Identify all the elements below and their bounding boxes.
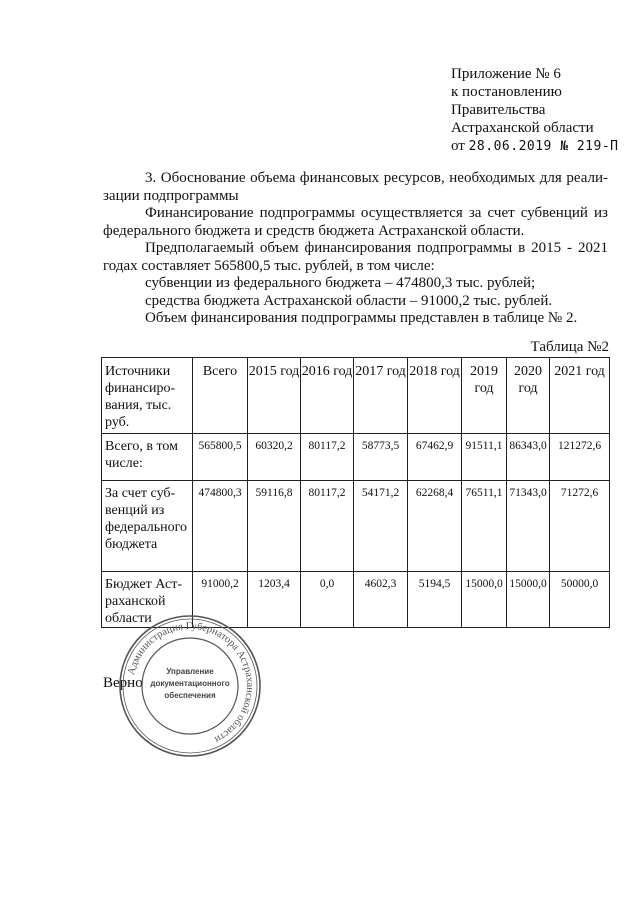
table-cell: 15000,0	[462, 572, 507, 628]
table-cell: 59116,8	[248, 481, 301, 572]
header-year: 2017 год	[354, 358, 408, 434]
annex-title: Приложение № 6	[451, 66, 561, 82]
header-year: 2019 год	[462, 358, 507, 434]
header-total: Всего	[193, 358, 248, 434]
table-cell: 474800,3	[193, 481, 248, 572]
paragraph: Объем финансирования подпрограммы представлен в таблице № 2.	[145, 310, 578, 326]
table-cell: 0,0	[301, 572, 354, 628]
annex-date-prefix: от	[451, 138, 465, 154]
table-cell: 80117,2	[301, 481, 354, 572]
section-heading-cont: зации подпрограммы	[103, 187, 239, 204]
stamp-center-line: Управление	[166, 667, 214, 676]
row-label: Бюджет Аст-раханской области	[102, 572, 193, 628]
header-source: Источники финансиро-вания, тыс. руб.	[102, 358, 193, 434]
table-cell: 4602,3	[354, 572, 408, 628]
table-row	[102, 481, 610, 572]
table-cell: 15000,0	[507, 572, 550, 628]
header-year: 2016 год	[301, 358, 354, 434]
official-stamp	[118, 614, 262, 758]
table-cell: 58773,5	[354, 434, 408, 481]
paragraph: Финансирование подпрограммы осуществляется за счет субвенций из	[145, 205, 608, 221]
table-cell: 71343,0	[507, 481, 550, 572]
list-item: субвенции из федерального бюджета – 474800,3 тыс. рублей;	[145, 275, 536, 291]
certified-label: Верно	[103, 675, 143, 691]
table-cell: 1203,4	[248, 572, 301, 628]
annex-block	[451, 65, 619, 156]
table-cell: 71272,6	[550, 481, 610, 572]
row-label: Всего, в том числе:	[102, 434, 193, 481]
table-cell: 62268,4	[408, 481, 462, 572]
table-cell: 91511,1	[462, 434, 507, 481]
table-cell: 565800,5	[193, 434, 248, 481]
list-item: средства бюджета Астраханской области – 91000,2 тыс. рублей.	[145, 292, 553, 309]
section-heading: 3. Обоснование объема финансовых ресурсов, необходимых для реали-	[145, 170, 608, 186]
paragraph-cont: годах составляет 565800,5 тыс. рублей, в том числе:	[103, 257, 435, 274]
table-cell: 67462,9	[408, 434, 462, 481]
section-body	[103, 170, 608, 328]
row-label: За счет суб-венций из федерального бюджета	[102, 481, 193, 572]
table-cell: 54171,2	[354, 481, 408, 572]
stamp-center-line: документационного	[150, 679, 230, 688]
table-cell: 86343,0	[507, 434, 550, 481]
header-year: 2020 год	[507, 358, 550, 434]
annex-date-number: 28.06.2019 № 219-П	[468, 139, 619, 154]
annex-line: Астраханской области	[451, 120, 594, 136]
annex-line: к постановлению	[451, 84, 562, 100]
table-cell: 5194,5	[408, 572, 462, 628]
annex-date	[451, 137, 619, 156]
paragraph: Предполагаемый объем финансирования подпрограммы в 2015 - 2021	[145, 240, 608, 256]
financing-table	[101, 357, 610, 628]
table-header-row	[102, 358, 610, 434]
paragraph-cont: федерального бюджета и средств бюджета Астраханской области.	[103, 222, 525, 239]
stamp-ring-text: Администрация Губернатора Астраханской области	[126, 620, 256, 745]
table-cell: 60320,2	[248, 434, 301, 481]
table-cell: 91000,2	[193, 572, 248, 628]
header-year: 2021 год	[550, 358, 610, 434]
table-cell: 76511,1	[462, 481, 507, 572]
stamp-center-line: обеспечения	[164, 691, 216, 700]
header-year: 2015 год	[248, 358, 301, 434]
table-row	[102, 434, 610, 481]
table-cell: 121272,6	[550, 434, 610, 481]
table-cell: 80117,2	[301, 434, 354, 481]
table-caption: Таблица №2	[530, 339, 609, 355]
annex-line: Правительства	[451, 102, 546, 118]
table-cell: 50000,0	[550, 572, 610, 628]
header-year: 2018 год	[408, 358, 462, 434]
